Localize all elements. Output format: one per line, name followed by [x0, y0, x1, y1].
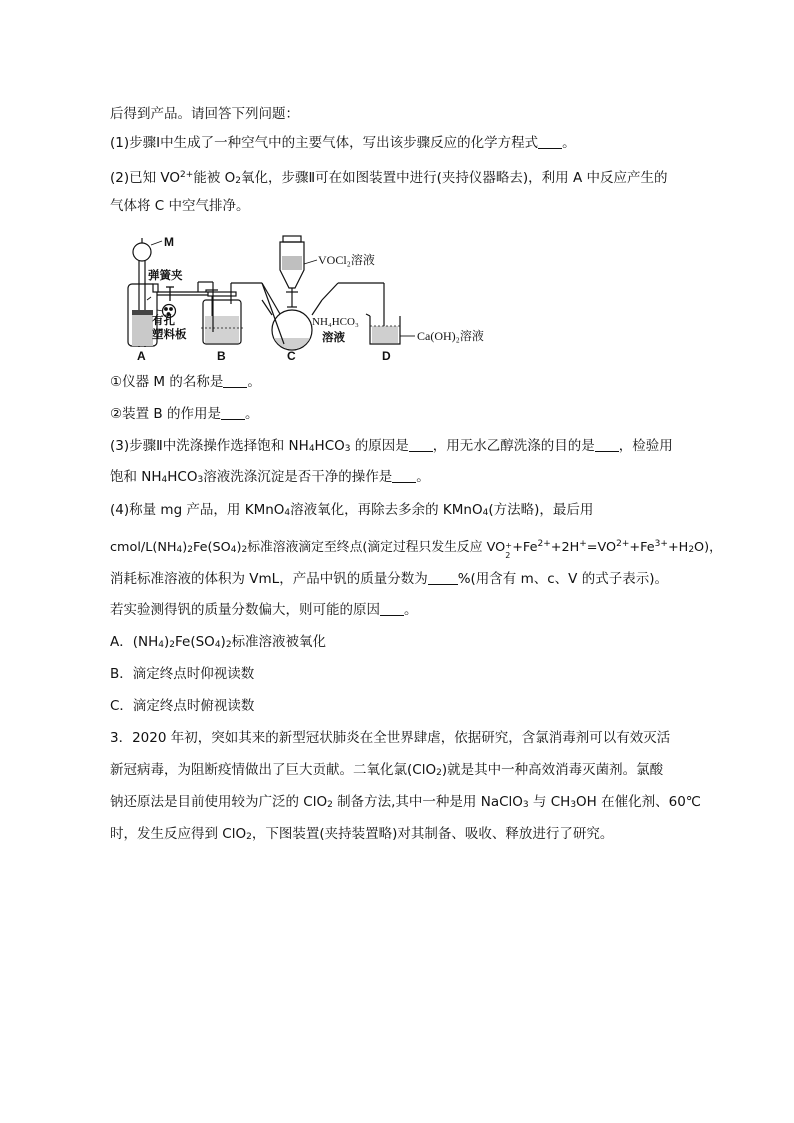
option-a-text: 标准溶液被氧化	[231, 634, 327, 650]
answer-blank[interactable]	[595, 437, 619, 452]
label-d: D	[382, 349, 391, 363]
label-b: B	[217, 349, 226, 363]
q2-sub2-text: ②装置 B 的作用是	[110, 406, 221, 422]
q3-text: (3)步骤Ⅱ中洗涤操作选择饱和 NH	[110, 438, 309, 454]
question-4-line-3	[110, 569, 668, 589]
question-5-line-2	[110, 760, 663, 783]
intro-line	[110, 104, 299, 124]
q3-text: 饱和 NH	[110, 469, 162, 485]
q2-sub: 2	[235, 176, 241, 186]
q4-sub: 2	[505, 551, 511, 560]
q4-text: 消耗标准溶液的体积为 VmL，产品中钒的质量分数为	[110, 571, 428, 587]
device-d	[366, 314, 415, 344]
q2-sub1-text: ①仪器 M 的名称是	[110, 374, 224, 390]
q2-sub2-end: 。	[244, 406, 259, 422]
q4-text: %(用含有 m、c、V 的式子表示)。	[457, 571, 668, 587]
option-c[interactable]	[110, 696, 254, 716]
label-plate-2: 塑料板	[152, 327, 187, 341]
q4-text: Fe(SO	[192, 540, 231, 555]
question-5-line-4	[110, 824, 613, 847]
label-plate-1: 有孔	[152, 313, 175, 327]
label-caoh2: Ca(OH)₂溶液	[417, 329, 484, 343]
label-vocl2: VOCl₂溶液	[318, 253, 375, 267]
q4-text: +2H	[550, 540, 580, 555]
answer-blank[interactable]	[221, 405, 245, 420]
q5-text: 3．2020 年初，突如其来的新型冠状肺炎在全世界肆虐，依据研究，含氯消毒剂可以有效灭活	[110, 730, 671, 746]
device-b	[198, 282, 280, 344]
q4-text: 。	[404, 602, 418, 618]
q3-text: ，用无水乙醇洗涤的目的是	[432, 438, 595, 454]
q4-sup: 2+	[537, 539, 551, 549]
option-a-sub: 2	[169, 640, 176, 650]
question-5-line-1	[110, 728, 670, 748]
q3-text: 溶液洗涤沉淀是否干净的操作是	[203, 469, 393, 485]
q4-sub: 2	[688, 545, 695, 555]
q4-text: +Fe	[512, 540, 538, 555]
q4-text: )	[182, 540, 188, 555]
q5-text: 制备方法,其中一种是用 NaClO	[332, 794, 523, 810]
vo2-plus-ion	[505, 541, 512, 560]
q3-sub: 3	[197, 475, 204, 485]
q4-text: O)，	[694, 540, 722, 555]
label-spring-clamp: 弹簧夹	[148, 268, 183, 282]
option-a-sub: 4	[214, 640, 221, 650]
option-c-text: C．滴定终点时俯视读数	[110, 698, 255, 714]
question-2-line-2	[110, 196, 250, 216]
q4-sub: 2	[241, 545, 248, 555]
q2-sub1-end: 。	[247, 374, 261, 390]
bulb-m	[133, 243, 151, 261]
q5-text: 钠还原法是目前使用较为广泛的 ClO	[110, 794, 328, 810]
question-4-line-1	[110, 500, 593, 523]
option-a-text: Fe(SO	[175, 634, 215, 650]
q5-text: 新冠病毒，为阻断疫情做出了巨大贡献。二氧化氯(ClO	[110, 762, 437, 778]
question-2-sub-1	[110, 372, 261, 392]
q4-sub: 4	[176, 545, 183, 555]
question-2-line-1	[110, 165, 667, 191]
option-a-text: )	[220, 634, 226, 650]
q3-sub: 3	[344, 444, 351, 454]
question-4-line-4	[110, 600, 418, 620]
label-c: C	[287, 349, 296, 363]
perforated-plate	[132, 310, 153, 315]
option-a-sub: 4	[158, 640, 164, 650]
answer-blank[interactable]	[223, 373, 247, 388]
q5-text: 与 CH	[528, 794, 571, 810]
q4-sub: 4	[482, 508, 489, 518]
answer-blank[interactable]	[428, 570, 458, 585]
q2-text: (2)已知 VO	[110, 170, 181, 186]
q5-text: )就是其中一种高效消毒灭菌剂。氯酸	[441, 762, 664, 778]
q1-text: (1)步骤Ⅰ中生成了一种空气中的主要气体，写出该步骤反应的化学方程式	[110, 135, 539, 151]
question-3-line-2	[110, 467, 430, 490]
apparatus-diagram	[112, 232, 504, 364]
q4-text: 溶液氧化，再除去多余的 KMnO	[290, 502, 483, 518]
q4-text: +Fe	[629, 540, 655, 555]
label-nh4hco3-solution: 溶液	[322, 330, 345, 344]
q4-sub: 4	[284, 508, 291, 518]
label-a: A	[137, 349, 146, 363]
question-2-sub-2	[110, 404, 258, 424]
q4-text: 若实验测得钒的质量分数偏大，则可能的原因	[110, 602, 380, 618]
answer-blank[interactable]	[380, 601, 404, 616]
option-a[interactable]	[110, 632, 326, 655]
option-a-sub: 2	[225, 640, 232, 650]
option-b-text: B．滴定终点时仰视读数	[110, 666, 255, 682]
q5-sub: 3	[522, 800, 529, 810]
q3-sub: 4	[308, 444, 315, 454]
q3-text: 的原因是	[350, 438, 409, 454]
q4-sup: +	[505, 541, 512, 550]
q4-text: (方法略)，最后用	[488, 502, 594, 518]
q2-sup: 2+	[180, 170, 194, 180]
label-m: M	[164, 235, 174, 249]
option-a-text: )	[164, 634, 170, 650]
question-1	[110, 133, 576, 153]
q2-text: 能被 O	[193, 170, 236, 186]
q4-text: +H	[667, 540, 689, 555]
q5-sub: 2	[436, 768, 442, 778]
q3-text: 。	[416, 469, 430, 485]
question-4-line-2	[110, 534, 722, 560]
intro-text: 后得到产品。请回答下列问题：	[110, 106, 299, 122]
funnel-stopper	[283, 236, 301, 242]
q5-text: OH 在催化剂、60℃	[576, 794, 701, 810]
q4-sup: 2+	[616, 539, 630, 549]
q4-sub: 4	[230, 545, 237, 555]
q4-sup: 3+	[654, 539, 668, 549]
q2-text: 氧化，步骤Ⅱ可在如图装置中进行(夹持仪器略去)，利用 A 中反应产生的	[240, 170, 668, 186]
clamp-icon	[166, 287, 174, 301]
answer-blank[interactable]	[409, 437, 433, 452]
q4-text: 标准溶液滴定至终点(滴定过程只发生反应 VO	[247, 540, 506, 555]
q5-sub: 3	[570, 800, 577, 810]
q4-text: =VO	[586, 540, 617, 555]
label-nh4hco3: NH₄HCO₃	[312, 316, 359, 328]
q4-text: (4)称量 mg 产品，用 KMnO	[110, 502, 285, 518]
q5-sub: 2	[246, 832, 252, 842]
q3-text: HCO	[167, 469, 198, 485]
q5-sub: 2	[327, 800, 333, 810]
q4-text: )	[236, 540, 242, 555]
q1-end: 。	[562, 135, 576, 151]
q3-text: ，检验用	[618, 438, 673, 454]
question-5-line-3	[110, 792, 701, 815]
question-3-line-1	[110, 436, 673, 459]
q2-text: 气体将 C 中空气排净。	[110, 198, 250, 214]
q3-sub: 4	[161, 475, 168, 485]
q4-sup: +	[579, 539, 587, 549]
option-a-text: A．(NH	[110, 634, 159, 650]
q4-sub: 2	[187, 545, 193, 555]
q4-text: cmol/L(NH	[110, 540, 177, 555]
q3-text: HCO	[314, 438, 345, 454]
option-b[interactable]	[110, 664, 254, 684]
answer-blank[interactable]	[392, 468, 416, 483]
q5-text: 时，发生反应得到 ClO	[110, 826, 247, 842]
q5-text: ，下图装置(夹持装置略)对其制备、吸收、释放进行了研究。	[251, 826, 614, 842]
answer-blank[interactable]	[538, 134, 562, 149]
